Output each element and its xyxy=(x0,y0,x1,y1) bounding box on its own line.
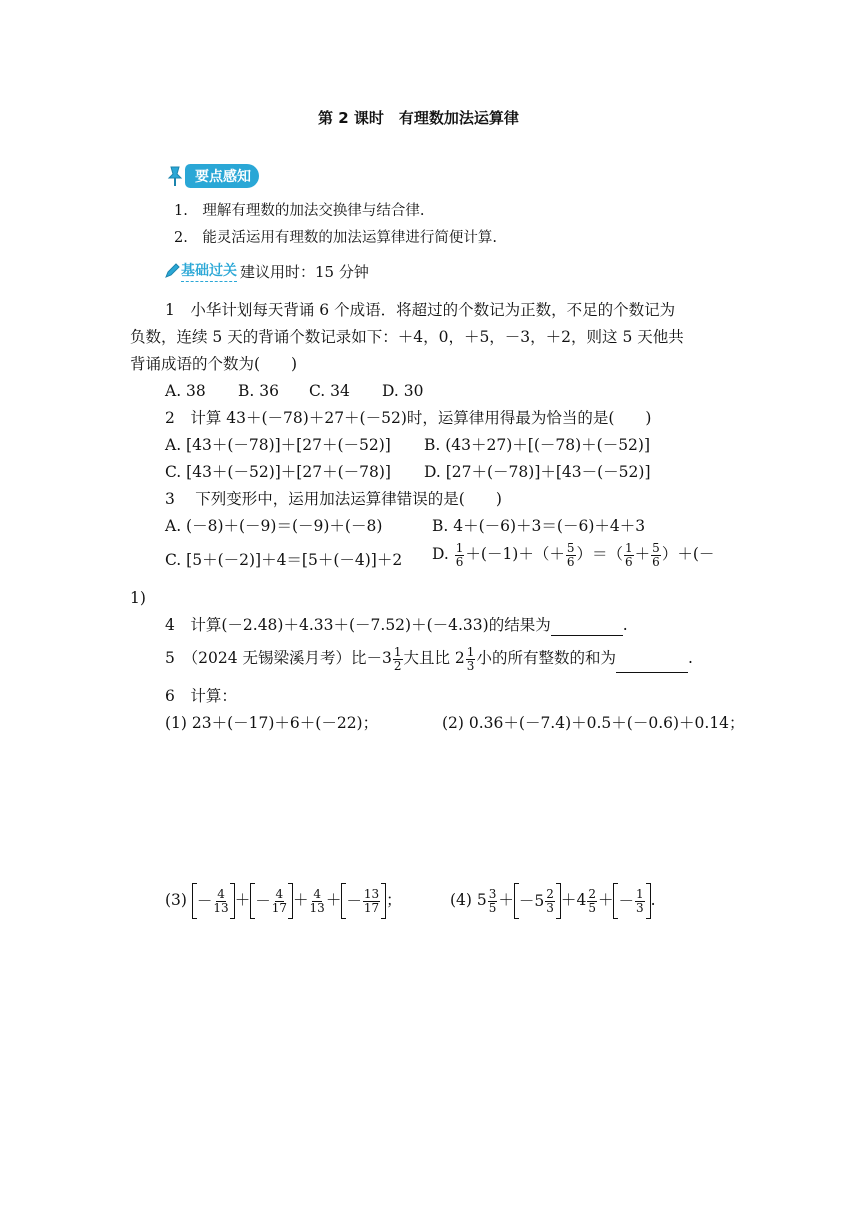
suggested-time: 建议用时：15 分钟 xyxy=(240,262,369,281)
q1-line2: 负数，连续 5 天的背诵个数记录如下：＋4，0，＋5，－3，＋2，则这 5 天他共 xyxy=(130,328,684,346)
bracketed-term: － $\frac{4}{13}$ xyxy=(192,881,235,921)
q6-part3-label: (3) xyxy=(165,891,187,909)
q6-part1: (1) 23＋(－17)＋6＋(－22)； xyxy=(165,714,379,732)
q6-stem: 6 计算： xyxy=(165,687,237,705)
q6-part4: (4) 5 $\frac{3}{5}$ ＋ －5 $\frac{2}{3}$ ＋4 $\frac{2}{5}$ ＋ － $\frac{1}{3}$ . xyxy=(450,880,656,921)
q2-option-a: A. [43＋(－78)]＋[27＋(－52)] xyxy=(165,436,391,454)
fraction: $\frac{1}{2}$ xyxy=(393,644,402,673)
fraction: $\frac{1}{3}$ xyxy=(466,644,475,673)
q5-answer-blank[interactable] xyxy=(616,644,688,673)
q3-stem: 3 下列变形中，运用加法运算律错误的是( ) xyxy=(165,490,502,508)
pencil-icon xyxy=(163,262,181,280)
bracketed-term: － $\frac{4}{17}$ xyxy=(250,881,293,921)
bracketed-term: － $\frac{13}{17}$ xyxy=(341,881,386,921)
q2-stem: 2 计算 43＋(－78)＋27＋(－52)时，运算律用得最为恰当的是( ) xyxy=(165,409,652,427)
fraction: $\frac{5}{6}$ xyxy=(566,540,575,569)
key-point-item: 2. 能灵活运用有理数的加法运算律进行简便计算. xyxy=(174,230,497,246)
q4-stem: 4 计算(－2.48)＋4.33＋(－7.52)＋(－4.33)的结果为 xyxy=(165,616,551,634)
key-point-item: 1. 理解有理数的加法交换律与结合律. xyxy=(174,203,425,219)
q4-line: 4 计算(－2.48)＋4.33＋(－7.52)＋(－4.33)的结果为 . xyxy=(165,616,628,634)
basics-badge xyxy=(163,260,369,282)
q6-part4-label: (4) 5 xyxy=(450,891,487,909)
q1-line1: 1 小华计划每天背诵 6 个成语．将超过的个数记为正数，不足的个数记为 xyxy=(165,301,676,319)
q1-option-c: C. 34 xyxy=(309,382,350,400)
q3-option-d-continued: 1) xyxy=(130,589,146,607)
q4-answer-blank[interactable] xyxy=(551,615,623,636)
pushpin-icon xyxy=(165,165,185,187)
q2-option-d: D. [27＋(－78)]＋[43－(－52)] xyxy=(424,463,651,481)
fraction: $\frac{4}{13}$ xyxy=(309,886,325,915)
fraction: $\frac{5}{6}$ xyxy=(652,540,660,569)
basics-badge-label: 基础过关 xyxy=(181,260,237,282)
fraction: $\frac{1}{6}$ xyxy=(455,540,464,569)
fraction: $\frac{3}{5}$ xyxy=(488,886,497,915)
fraction: $\frac{1}{6}$ xyxy=(625,540,633,569)
q1-line3: 背诵成语的个数为( ) xyxy=(130,355,298,373)
bracketed-term: －5 $\frac{2}{3}$ xyxy=(514,881,561,921)
key-points-badge-label: 要点感知 xyxy=(185,164,259,188)
q1-option-b: B. 36 xyxy=(238,382,279,400)
q1-option-d: D. 30 xyxy=(382,382,424,400)
q2-option-b: B. (43＋27)＋[(－78)＋(－52)] xyxy=(424,436,651,454)
q3-option-b: B. 4＋(－6)＋3＝(－6)＋4＋3 xyxy=(432,517,646,535)
q2-option-c: C. [43＋(－52)]＋[27＋(－78)] xyxy=(165,463,391,481)
q3-option-c: C. [5＋(－2)]＋4＝[5＋(－4)]＋2 xyxy=(165,551,403,569)
q5-stem: 5 （2024 无锡梁溪月考）比－3 xyxy=(165,649,392,667)
q3-option-a: A. (－8)＋(－9)＝(－9)＋(－8) xyxy=(165,517,383,535)
key-points-badge xyxy=(165,164,259,188)
q5-line: 5 （2024 无锡梁溪月考）比－3 $\frac{1}{2}$ 大且比 2 $\frac{1}{3}$ 小的所有整数的和为 . xyxy=(165,644,693,673)
q1-option-a: A. 38 xyxy=(165,382,206,400)
page-title: 第 2 课时 有理数加法运算律 xyxy=(318,109,519,127)
bracketed-term: － $\frac{1}{3}$ xyxy=(613,881,650,921)
q3-d-label: D. xyxy=(432,545,449,563)
q3-option-d: D. $\frac{1}{6}$ ＋(－1)＋（＋ $\frac{5}{6}$ ）＝（ $\frac{1}{6}$ ＋ $\frac{5}{6}$ ）＋(－ xyxy=(432,540,715,569)
fraction: $\frac{2}{5}$ xyxy=(588,886,596,915)
q6-part3: (3) － $\frac{4}{13}$ ＋ － $\frac{4}{17}$ ＋ $\frac{4}{13}$ ＋ － $\frac{13}{17}$ ； xyxy=(165,880,402,921)
q6-part2: (2) 0.36＋(－7.4)＋0.5＋(－0.6)＋0.14； xyxy=(442,714,745,732)
